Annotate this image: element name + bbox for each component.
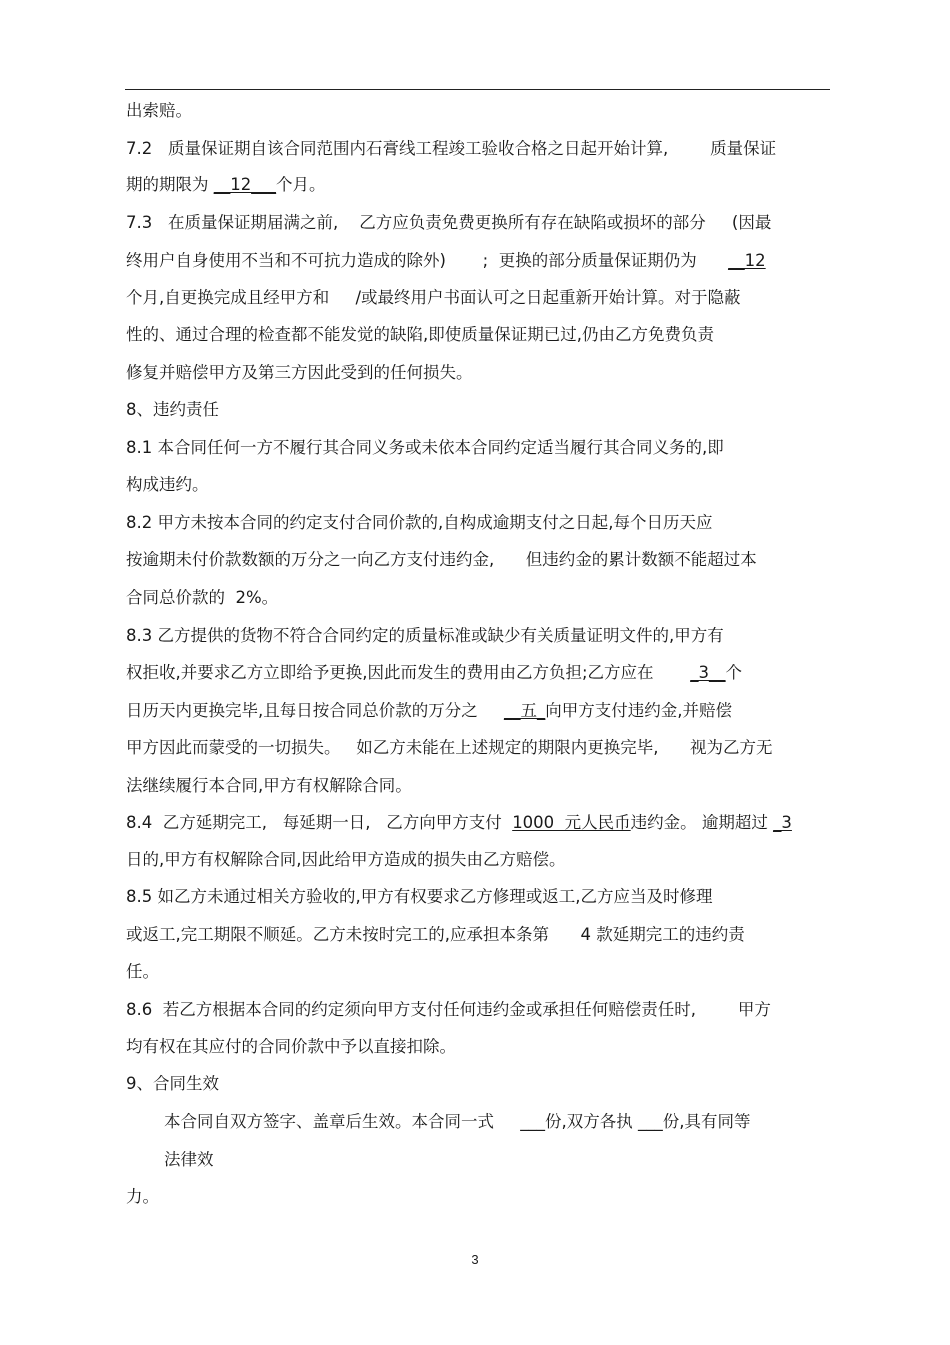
section-9-heading: 9、合同生效 — [126, 1074, 219, 1093]
section-8-heading: 8、违约责任 — [126, 400, 219, 419]
text-line: 修复并赔偿甲方及第三方因此受到的任何损失。 — [126, 363, 473, 382]
clause-8-2: 8.2 甲方未按本合同的约定支付合同价款的,自构成逾期支付之日起,每个日历天应 — [126, 513, 713, 532]
text-line: 合同总价款的 2%。 — [126, 588, 279, 607]
text-line: 性的、通过合理的检查都不能发觉的缺陷,即使质量保证期已过,仍由乙方免费负责 — [126, 325, 714, 344]
text-line: 出索赔。 — [126, 101, 192, 120]
text-line: 法继续履行本合同,甲方有权解除合同。 — [126, 776, 412, 795]
warranty-months-field: __12___ — [213, 175, 276, 194]
clause-8-4: 8.4 乙方延期完工, 每延期一日, 乙方向甲方支付 1000 元人民币违约金。 逾期超过 _3 — [126, 813, 792, 832]
replacement-months-field: __12 — [728, 251, 766, 270]
replacement-days-field: _3__ — [690, 663, 726, 682]
text-line: 日历天内更换完毕,且每日按合同总价款的万分之 __五_向甲方支付违约金,并赔偿 — [126, 701, 732, 720]
clause-7-2: 7.2 质量保证期自该合同范围内石膏线工程竣工验收合格之日起开始计算, 质量保证 — [126, 139, 777, 158]
text-line: 终用户自身使用不当和不可抗力造成的除外) ; 更换的部分质量保证期仍为 __12 — [126, 251, 766, 270]
text-line: 权拒收,并要求乙方立即给予更换,因此而发生的费用由乙方负担;乙方应在 _3__个 — [126, 663, 743, 682]
header-rule — [125, 89, 830, 90]
text-line: 个月,自更换完成且经甲方和 /或最终用户书面认可之日起重新开始计算。对于隐蔽 — [126, 288, 741, 307]
text-line: 均有权在其应付的合同价款中予以直接扣除。 — [126, 1037, 456, 1056]
text-line: 期的期限为 __12___个月。 — [126, 175, 326, 194]
clause-8-6: 8.6 若乙方根据本合同的约定须向甲方支付任何违约金或承担任何赔偿责任时, 甲方 — [126, 1000, 771, 1019]
text-line: 或返工,完工期限不顺延。乙方未按时完工的,应承担本条第 4 款延期完工的违约责 — [126, 925, 745, 944]
text-line: 任。 — [126, 962, 159, 981]
overdue-days-field: _3 — [773, 813, 792, 832]
text-line: 按逾期未付价款数额的万分之一向乙方支付违约金, 但违约金的累计数额不能超过本 — [126, 550, 757, 569]
text-line: 构成违约。 — [126, 475, 209, 494]
page-number: 3 — [471, 1252, 479, 1267]
text-line: 甲方因此而蒙受的一切损失。 如乙方未能在上述规定的期限内更换完毕, 视为乙方无 — [126, 738, 773, 757]
clause-7-3: 7.3 在质量保证期届满之前, 乙方应负责免费更换所有存在缺陷或损坏的部分 (因最 — [126, 213, 772, 232]
daily-penalty-field: 1000 元人民币 — [512, 813, 631, 832]
clause-8-1: 8.1 本合同任何一方不履行其合同义务或未依本合同约定适当履行其合同义务的,即 — [126, 438, 724, 457]
clause-8-3: 8.3 乙方提供的货物不符合合同约定的质量标准或缺少有关质量证明文件的,甲方有 — [126, 626, 724, 645]
text-line: 力。 — [126, 1187, 159, 1206]
penalty-rate-field: __五_ — [503, 701, 546, 720]
clause-9-text: 本合同自双方签字、盖章后生效。本合同一式 ___份,双方各执 ___份,具有同等 — [164, 1112, 751, 1131]
text-line: 日的,甲方有权解除合同,因此给甲方造成的损失由乙方赔偿。 — [126, 850, 566, 869]
text-line: 法律效 — [164, 1150, 214, 1169]
clause-8-5: 8.5 如乙方未通过相关方验收的,甲方有权要求乙方修理或返工,乙方应当及时修理 — [126, 887, 713, 906]
